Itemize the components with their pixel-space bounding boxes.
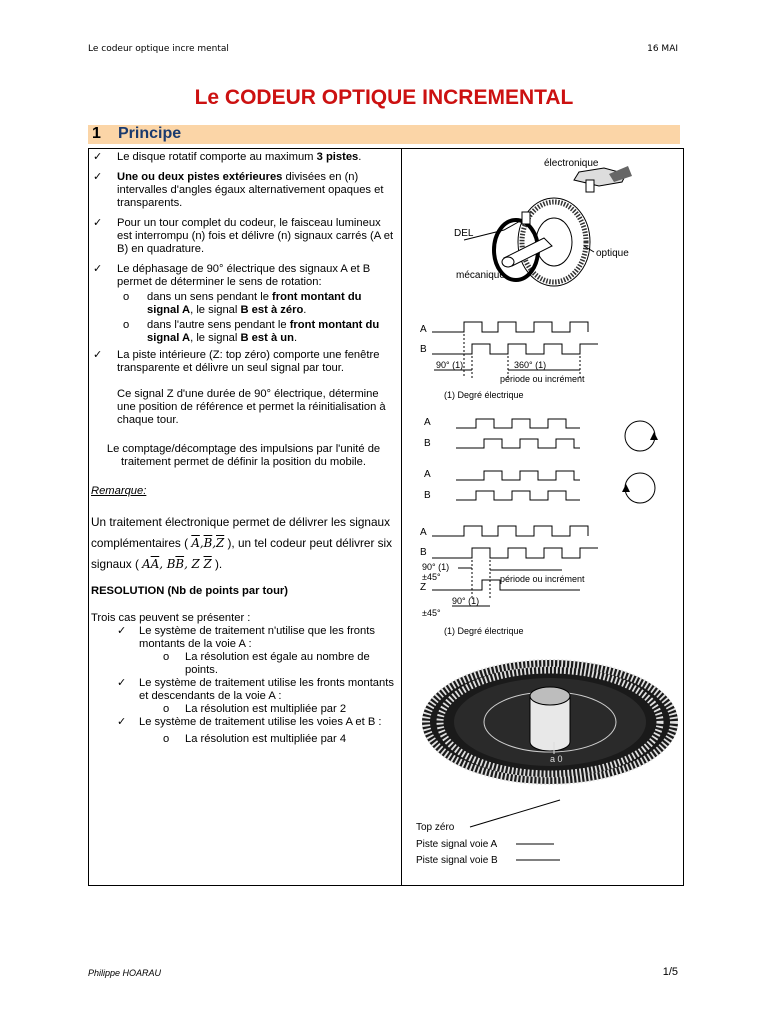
checkmark-icon: ✓: [93, 217, 103, 229]
header-date: 16 MAI: [647, 44, 678, 54]
section-heading-bar: [88, 125, 680, 144]
case-1-result: o La résolution est égale au nombre de points.: [163, 651, 370, 676]
remark-label: Remarque:: [91, 485, 147, 497]
label-period: période ou incrément: [500, 374, 585, 384]
signal-b-label: B: [420, 344, 427, 355]
signal-b-waveform: [432, 548, 598, 558]
note-electrical-degree: (1) Degré électrique: [444, 390, 524, 400]
circle-bullet-icon: o: [163, 703, 170, 715]
shaft-end: [502, 257, 514, 267]
column-divider: [401, 148, 402, 886]
signal-a-label: A: [420, 324, 427, 335]
bullet-inner-track: ✓ La piste intérieure (Z: top zéro) comporte une fenêtre transparente et délivre un seul signal par tour.: [93, 349, 380, 374]
section-number: 1: [92, 125, 101, 142]
label-electronique: électronique: [544, 158, 599, 169]
label-optique: optique: [596, 248, 629, 259]
checkmark-icon: ✓: [93, 263, 103, 275]
signal-z-label: Z: [420, 582, 427, 593]
label-piste-signal-a: Piste signal voie A: [416, 839, 498, 850]
circle-bullet-icon: o: [123, 319, 130, 331]
paragraph-counting: Le comptage/décomptage des impulsions par l'unité de traitement permet de définir la position du mobile.: [106, 443, 381, 468]
checkmark-icon: ✓: [93, 171, 103, 183]
checkmark-icon: ✓: [117, 625, 127, 637]
bullet-phase-shift: ✓ Le déphasage de 90° électrique des signaux A et B permet de déterminer le sens de rotation:: [93, 263, 371, 288]
leader-top-zero: [470, 800, 560, 827]
receiver-block: [586, 180, 594, 192]
signal-a-waveform: [432, 526, 588, 536]
checkmark-icon: ✓: [93, 151, 103, 163]
label-del: DEL: [454, 228, 474, 239]
label-90-degrees: 90° (1): [436, 360, 464, 370]
direction2-b-label: B: [424, 490, 431, 501]
checkmark-icon: ✓: [117, 716, 127, 728]
footer-author: Philippe HOARAU: [88, 968, 162, 978]
page-title: Le CODEUR OPTIQUE INCREMENTAL: [194, 86, 574, 109]
header-document-name: Le codeur optique incre mental: [88, 44, 229, 54]
case-3: ✓ Le système de traitement utilise les voies A et B :: [117, 716, 382, 728]
sub-bullet-direction-2: o dans l'autre sens pendant le front montant du signal A, le signal B est à un.: [123, 319, 380, 344]
section-title: Principe: [118, 125, 182, 142]
direction1-b-label: B: [424, 438, 431, 449]
direction2-b-waveform: [456, 491, 580, 500]
cases-intro: Trois cas peuvent se présenter :: [91, 612, 251, 624]
circle-bullet-icon: o: [163, 651, 170, 663]
circle-bullet-icon: o: [163, 733, 170, 745]
label-plus-minus-45: ±45°: [422, 572, 441, 582]
paragraph-signal-z: Ce signal Z d'une durée de 90° électrique, détermine une position de référence et permet la réinitialisation à chaque tour.: [117, 388, 386, 426]
paragraph-complementary-signals: Un traitement électronique permet de délivrer les signaux complémentaires ( $\overline{A},\overline{B},\overline{Z}$ ), un tel codeur peut délivrer six signaux ( $A\overline{A}$, $B\overline{B}$, Z $\overline{Z}$ ).: [91, 515, 393, 571]
signal-a-waveform: [432, 322, 588, 332]
arrowhead-icon: [650, 432, 658, 440]
bullet-full-turn: ✓ Pour un tour complet du codeur, le faisceau lumineux est interrompu (n) fois et délivre (n) signaux carrés (A et B) en quadrature.: [93, 217, 394, 255]
left-text-column: [91, 151, 396, 746]
note-electrical-degree: (1) Degré électrique: [444, 626, 524, 636]
checkmark-icon: ✓: [117, 677, 127, 689]
resolution-heading: RESOLUTION (Nb de points par tour): [91, 585, 289, 597]
clockwise-rotation-icon: [625, 421, 655, 451]
footer-page-number: 1/5: [662, 966, 678, 978]
case-1: ✓ Le système de traitement n'utilise que les fronts montants de la voie A :: [117, 625, 375, 650]
direction2-a-waveform: [456, 471, 580, 480]
direction1-a-label: A: [424, 417, 431, 428]
circle-bullet-icon: o: [123, 291, 130, 303]
direction1-b-waveform: [456, 439, 580, 448]
label-plus-minus-45-z: ±45°: [422, 608, 441, 618]
bullet-tracks: ✓ Le disque rotatif comporte au maximum 3 pistes.: [93, 151, 362, 163]
disc-hub-top: [530, 687, 570, 705]
checkmark-icon: ✓: [93, 349, 103, 361]
code-disc-figure: [404, 650, 680, 870]
abz-signals-figure: [404, 518, 680, 640]
label-90-degrees: 90° (1): [422, 562, 450, 572]
signal-b-waveform: [432, 344, 598, 354]
sub-bullet-direction-1: o dans un sens pendant le front montant du signal A, le signal B est à zéro.: [123, 291, 362, 316]
label-360-degrees: 360° (1): [514, 360, 547, 370]
quadrature-signals-figure: [404, 318, 680, 408]
label-a0: a 0: [550, 754, 563, 764]
case-2-result: o La résolution est multipliée par 2: [163, 703, 347, 715]
led-block: [522, 212, 530, 224]
case-3-result: o La résolution est multipliée par 4: [163, 733, 347, 745]
label-top-zero: Top zéro: [416, 822, 455, 833]
bullet-outer-tracks: ✓ Une ou deux pistes extérieures divisées en (n) intervalles d'angles égaux alternativement opaques et transparents.: [93, 171, 384, 209]
direction1-a-waveform: [456, 419, 580, 428]
encoder-assembly-figure: [404, 150, 680, 290]
signal-a-label: A: [420, 527, 427, 538]
label-piste-signal-b: Piste signal voie B: [416, 855, 498, 866]
counterclockwise-rotation-icon: [625, 473, 655, 503]
rotation-direction-figure: [404, 410, 680, 510]
signal-b-label: B: [420, 547, 427, 558]
label-mecanique: mécanique: [456, 270, 505, 281]
arrowhead-icon: [622, 484, 630, 492]
direction2-a-label: A: [424, 469, 431, 480]
case-2: ✓ Le système de traitement utilise les fronts montants et descendants de la voie A :: [117, 677, 394, 702]
label-period: période ou incrément: [500, 574, 585, 584]
label-90-degrees-z: 90° (1): [452, 596, 480, 606]
